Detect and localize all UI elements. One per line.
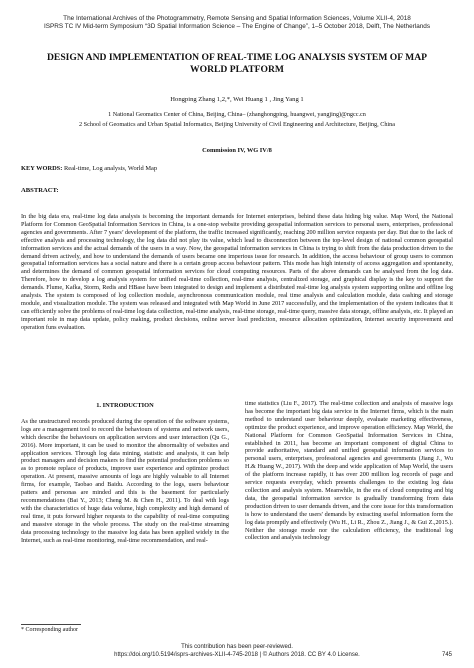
left-column (21, 402, 229, 544)
introduction-heading: 1. INTRODUCTION (96, 402, 154, 409)
left-column-text: As the unstructured records produced during the operation of the software systems, logs are a management tool to record the behaviours of systems and network users, which describe the behaviours on application services and user interaction (Qu G., 2016). More important, it can be used to monitor the abnormality of websites and application services. Through log data mining, statistic and analysis, it can help product managers and decision makers to find the potential production problems so as to promote replace of products, improve user experience and optimize product operation. At present, massive amounts of logs are highly valuable to all Internet firms, for example, Taobao and Baidu. According to the logs, users behaviour patters and personas are minded and this is the basement for particularly recommendations (Bai Y., 2013; Cheng M. & Chen H., 2011). To deal with logs with the characteristics of huge data volume, high complexity and high demand of real time, it puts forward higher requests to the capability of real-time computing and massive storage in the whole process. The study on the real-time streaming data processing technology to the massive log data has been applied widely in the Internet, such as real-time monitoring, real-time recommendation, and real- (21, 417, 229, 544)
affiliation-2: 2 School of Geomatics and Urban Spatial Informatics, Beijing University of Civil Engineering and Architecture, Beijing, China (78, 121, 395, 128)
keywords-line (21, 165, 157, 172)
right-column-text: time statistics (Liu F., 2017). The real-time collection and analysis of massive logs has become the important big data service in the Internet firms, which is the main method to understand user behaviour deeply, evaluate marketing effectiveness, optimize the product experience, and improve operation efficiency. Map World, the National Platform for Common GeoSpatial Information Services in China, established in 2011, has become an important component of digital China to provide authoritative, standard and unified geospatial information services to personal users, enterprises, professional agencies and governments (Jiang J., Wu H.& Huang W., 2017). With the deep and wide application of Map World, the users of the platform increase rapidly, it has over 200 million log records of page and service requests everyday, which presents challenges to the existing log data collection and analysis system. Meanwhile, in the era of cloud computing and big data, the geospatial information service is gradually transforming from data production driven to user demands driven, and the core issue for this transformation is how to understand the users' demands by extracting useful information form the log data promptly and effectively (Wu H., Li R., Zhou Z., Jiang J., & Gui Z.,2015.). Neither the storage mode nor the calculation efficiency, the traditional log collection and analysis technology (245, 400, 453, 542)
abstract-heading: ABSTRACT: (21, 187, 59, 194)
header-line-2: ISPRS TC IV Mid-term Symposium “3D Spatial Information Science – The Engine of Change”, 1–5 October 2018, Delft, The Netherlands (43, 23, 431, 30)
keywords-text: Real-time, Log analysis, World Map (62, 165, 158, 172)
author-list: Hongping Zhang 1,2,*, Wei Huang 1 , Jing Yang 1 (170, 96, 304, 103)
footer-doi-link[interactable]: https://doi.org/10.5194/isprs-archives-XLII-4-745-2018 | © Authors 2018. CC BY 4.0 License. (114, 651, 360, 658)
footnote-divider (21, 624, 81, 625)
footnote: * Corresponding author (21, 627, 78, 633)
page-footer (0, 644, 474, 659)
abstract-text: In the big data era, real-time log data analysis is becoming the important demands for Internet enterprises, behind these data hiding big value. Map Word, the National Platform for Common GeoSpatial Information Services in China, is a one-stop website providing geospatial information services to personal users, enterprises, professional agencies and governments. After 7 years’ development of the platform, the traffic increased significantly, reaching 200 million service requests per day. But due to the lack of effective analysis and processing technology, the log data did not play its value, which lead to disconnection between the top-level design of national common geospatial information services and the actual demands of the users in a way. Now, the geospatial information services in China is trying to shift from the data production driven to the demand driven actively, and how to understand the demands of users became one imperious issue for research. In addition, the access behaviour of group users to common geospatial information services has a social nature and there is a certain group access behaviour pattern. This mode has high intensity of access aggregation and spontaneity, and determines the demand of common geospatial information services for cloud computing resources. Parts of the above demands can be analysed from the log data. Therefore, how to develop a log analysis system for unified real-time collection, real-time analysis, centralized storage, and graphical display is the key to support the demands. Flume, Kafka, Storm, Redis and HBase have been integrated to design and implement a distributed real-time log analysis system supporting online and offline log analysis. The system is composed of log collection module, asynchronous communication module, real time analysis and calculation module, data cashing and storage module, and visualization module. The system was released and integrated with Map World in June 2017 successfully, and the implementation of the system indicates that it can efficiently solve the problems of real-time log data collection, real-time analysis, real-time storage, real-time query, massive data storage, offline analysis, etc. It played an important role in map data update, policy making, product decisions, online server load prediction, resource allocation optimization, Internet security improvement and operation funs evaluation. (21, 213, 453, 331)
header-line-1: The International Archives of the Photogrammetry, Remote Sensing and Spatial Information Sciences, Volume XLII-4, 2018 (63, 15, 411, 22)
right-column (245, 400, 453, 542)
paper-title: DESIGN AND IMPLEMENTATION OF REAL-TIME LOG ANALYSIS SYSTEM OF MAP WORLD PLATFORM (47, 52, 427, 75)
commission-line: Commission IV, WG IV/8 (202, 147, 272, 154)
running-header (20, 15, 454, 31)
affiliation-1: 1 National Geomatics Center of China, Beijing, China– (zhanghongping, huangwei, yangjing)@ngcc.cn (108, 111, 366, 118)
keywords-label: KEY WORDS: (21, 165, 63, 172)
footer-line-1: This contribution has been peer-reviewed. (181, 644, 293, 650)
page-number: 745 (441, 652, 452, 658)
